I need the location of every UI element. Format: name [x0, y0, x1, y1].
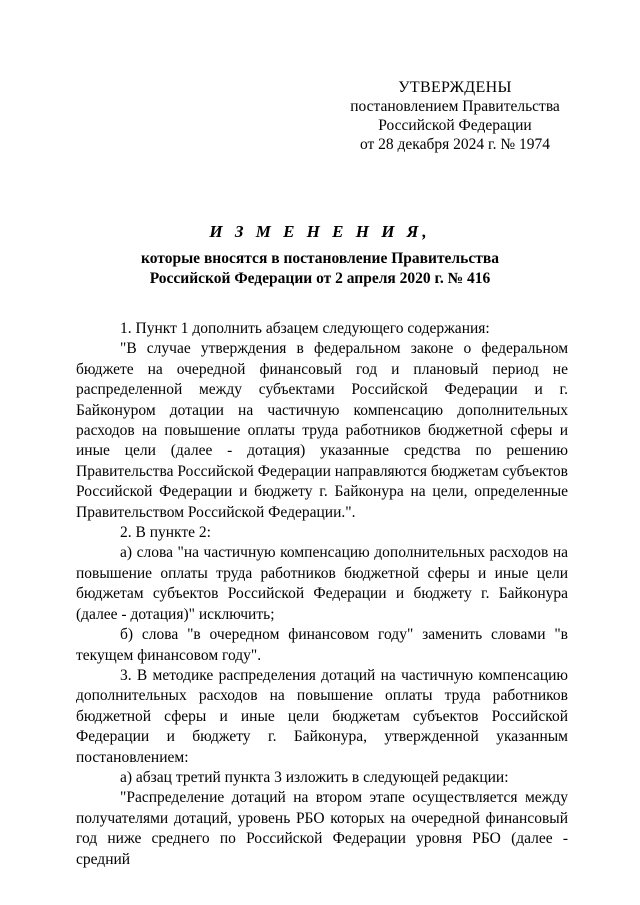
approved-heading: УТВЕРЖДЕНЫ	[398, 79, 512, 96]
paragraph-6: 3. В методике распределения дотаций на частичную компенсацию дополнительных расходов на повышение оплаты труда работников бюджетной сферы и иные цели бюджетам субъектов Российской Федерации и бюджету г. Байконура, утвержденной указанным постановлением:	[76, 666, 568, 766]
paragraph-7: а) абзац третий пункта 3 изложить в следующей редакции:	[120, 768, 509, 786]
approval-block	[340, 78, 570, 154]
paragraph-1: 1. Пункт 1 дополнить абзацем следующего содержания:	[120, 320, 490, 337]
paragraph-8: "Распределение дотаций на втором этапе осуществляется между получателями дотаций, уровень РБО которых на очередной финансовый год ниже среднего по Российской Федерации уровня РБО (далее - средний	[76, 789, 568, 868]
paragraph-4: а) слова "на частичную компенсацию дополнительных расходов на повышение оплаты труда работников бюджетной сферы и иные цели бюджетам субъектов Российской Федерации и бюджету г. Байконура (далее - дотация)" исключить;	[76, 544, 568, 623]
document-title: И З М Е Н Е Н И Я,	[209, 222, 431, 241]
approval-line-1: постановлением Правительства	[350, 98, 560, 115]
approval-line-3: от 28 декабря 2024 г. № 1974	[359, 136, 551, 153]
subtitle-line-1: которые вносятся в постановление Правительства	[141, 250, 499, 267]
approval-line-2: Российской Федерации	[378, 117, 532, 134]
paragraph-2: "В случае утверждения в федеральном законе о федеральном бюджете на очередной финансовый год и плановый период не распределенной между субъектами Российской Федерации и г. Байконуром дотации на частичную компенсацию дополнительных расходов на повышение оплаты труда работников бюджетной сферы и иные цели (далее - дотация) указанные средства по решению Правительства Российской Федерации направляются бюджетам субъектов Российской Федерации и бюджету г. Байконура на цели, определенные Правительством Российской Федерации.".	[76, 340, 568, 521]
document-subtitle	[0, 249, 640, 289]
paragraph-5: б) слова "в очередном финансовом году" заменить словами "в текущем финансовом году".	[76, 626, 568, 664]
document-body	[76, 319, 568, 870]
paragraph-3: 2. В пункте 2:	[120, 524, 211, 542]
subtitle-line-2: Российской Федерации от 2 апреля 2020 г. № 416	[149, 270, 491, 287]
